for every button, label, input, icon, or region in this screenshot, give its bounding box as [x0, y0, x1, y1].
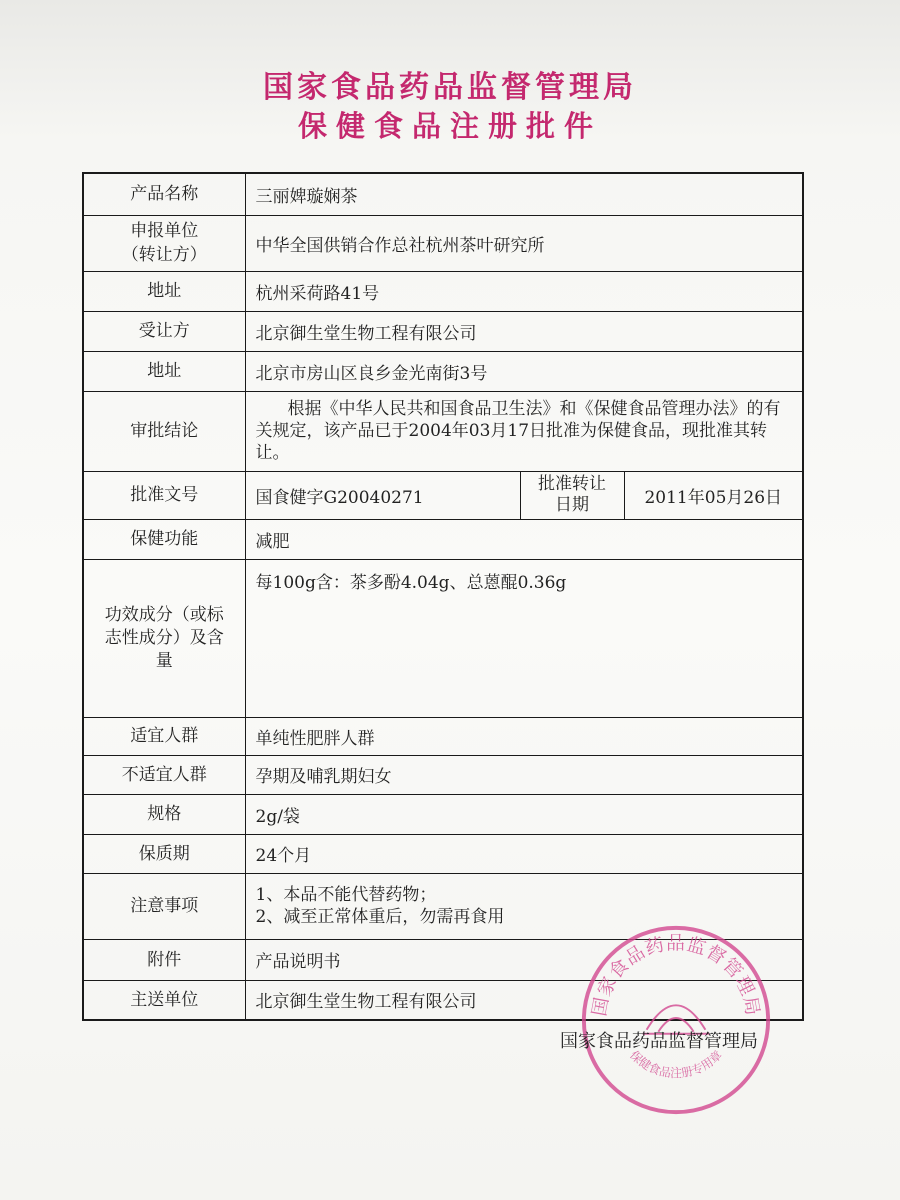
- label-approval-conclusion: 审批结论: [83, 391, 245, 471]
- value-approval-conclusion: 根据《中华人民共和国食品卫生法》和《保健食品管理办法》的有关规定，该产品已于2004年03月17日批准为保健食品，现批准其转让。: [245, 391, 803, 471]
- agency-title: 国家食品药品监督管理局: [263, 70, 637, 105]
- row-applicant: [83, 215, 803, 271]
- row-address-1: [83, 271, 803, 311]
- value-unsuitable-population: 孕期及哺乳期妇女: [245, 755, 803, 794]
- label-product-name: 产品名称: [83, 173, 245, 215]
- value-recipient: 北京御生堂生物工程有限公司: [245, 980, 803, 1020]
- label-suitable-population: 适宜人群: [83, 717, 245, 755]
- seal-top-text: 国家食品药品监督管理局: [589, 933, 763, 1018]
- label-transfer-date: [520, 471, 624, 519]
- label-attachment: 附件: [83, 939, 245, 980]
- label-recipient: 主送单位: [83, 980, 245, 1020]
- label-transfer-date-line-1: 批准转让: [538, 474, 606, 494]
- label-transferee: 受让方: [83, 311, 245, 351]
- value-approval-number: 国食健字G20040271: [245, 471, 520, 519]
- label-applicant: [83, 215, 245, 271]
- value-health-function: 减肥: [245, 519, 803, 559]
- row-specification: [83, 794, 803, 834]
- value-specification: 2g/袋: [245, 794, 803, 834]
- label-ingredients-line-3: 量: [155, 650, 173, 671]
- value-shelf-life: 24个月: [245, 834, 803, 873]
- label-transfer-date-line-2: 日期: [555, 495, 589, 515]
- value-product-name: 三丽婢璇娴茶: [245, 173, 803, 215]
- value-suitable-population: 单纯性肥胖人群: [245, 717, 803, 755]
- value-attachment: 产品说明书: [245, 939, 803, 980]
- document-title: 保健食品注册批件: [297, 109, 602, 143]
- value-address-1: 杭州采荷路41号: [245, 271, 803, 311]
- label-shelf-life: 保质期: [83, 834, 245, 873]
- label-approval-number: 批准文号: [83, 471, 245, 519]
- value-transfer-date: 2011年05月26日: [624, 471, 803, 519]
- label-applicant-line-2: （转让方）: [121, 245, 207, 265]
- precaution-line-1: 1、本品不能代替药物；: [255, 885, 437, 905]
- row-recipient: [83, 980, 803, 1020]
- row-product-name: [83, 173, 803, 215]
- label-unsuitable-population: 不适宜人群: [83, 755, 245, 794]
- label-ingredients-line-2: 志性成分）及含: [104, 627, 224, 648]
- issuing-authority: 国家食品药品监督管理局: [560, 1031, 758, 1052]
- row-attachment: [83, 939, 803, 980]
- row-suitable-population: [83, 717, 803, 755]
- label-address-2: 地址: [83, 351, 245, 391]
- label-health-function: 保健功能: [83, 519, 245, 559]
- label-precautions: 注意事项: [83, 873, 245, 939]
- row-approval-number: [83, 471, 803, 519]
- value-ingredients: 每100g含：茶多酚4.04g、总蒽醌0.36g: [245, 559, 803, 717]
- row-precautions: [83, 873, 803, 939]
- row-shelf-life: [83, 834, 803, 873]
- registration-table: [82, 172, 804, 1021]
- label-applicant-line-1: 申报单位: [130, 221, 199, 241]
- seal-bottom-text: 保健食品注册专用章: [627, 1047, 725, 1081]
- value-address-2: 北京市房山区良乡金光南街3号: [245, 351, 803, 391]
- value-precautions: [245, 873, 803, 939]
- row-address-2: [83, 351, 803, 391]
- label-ingredients: [83, 559, 245, 717]
- row-unsuitable-population: [83, 755, 803, 794]
- label-ingredients-line-1: 功效成分（或标: [104, 604, 224, 625]
- label-address-1: 地址: [83, 271, 245, 311]
- row-health-function: [83, 519, 803, 559]
- precaution-line-2: 2、减至正常体重后，勿需再食用: [255, 907, 505, 927]
- row-transferee: [83, 311, 803, 351]
- label-specification: 规格: [83, 794, 245, 834]
- row-approval-conclusion: [83, 391, 803, 471]
- value-transferee: 北京御生堂生物工程有限公司: [245, 311, 803, 351]
- row-ingredients: [83, 559, 803, 717]
- value-applicant: 中华全国供销合作总社杭州茶叶研究所: [245, 215, 803, 271]
